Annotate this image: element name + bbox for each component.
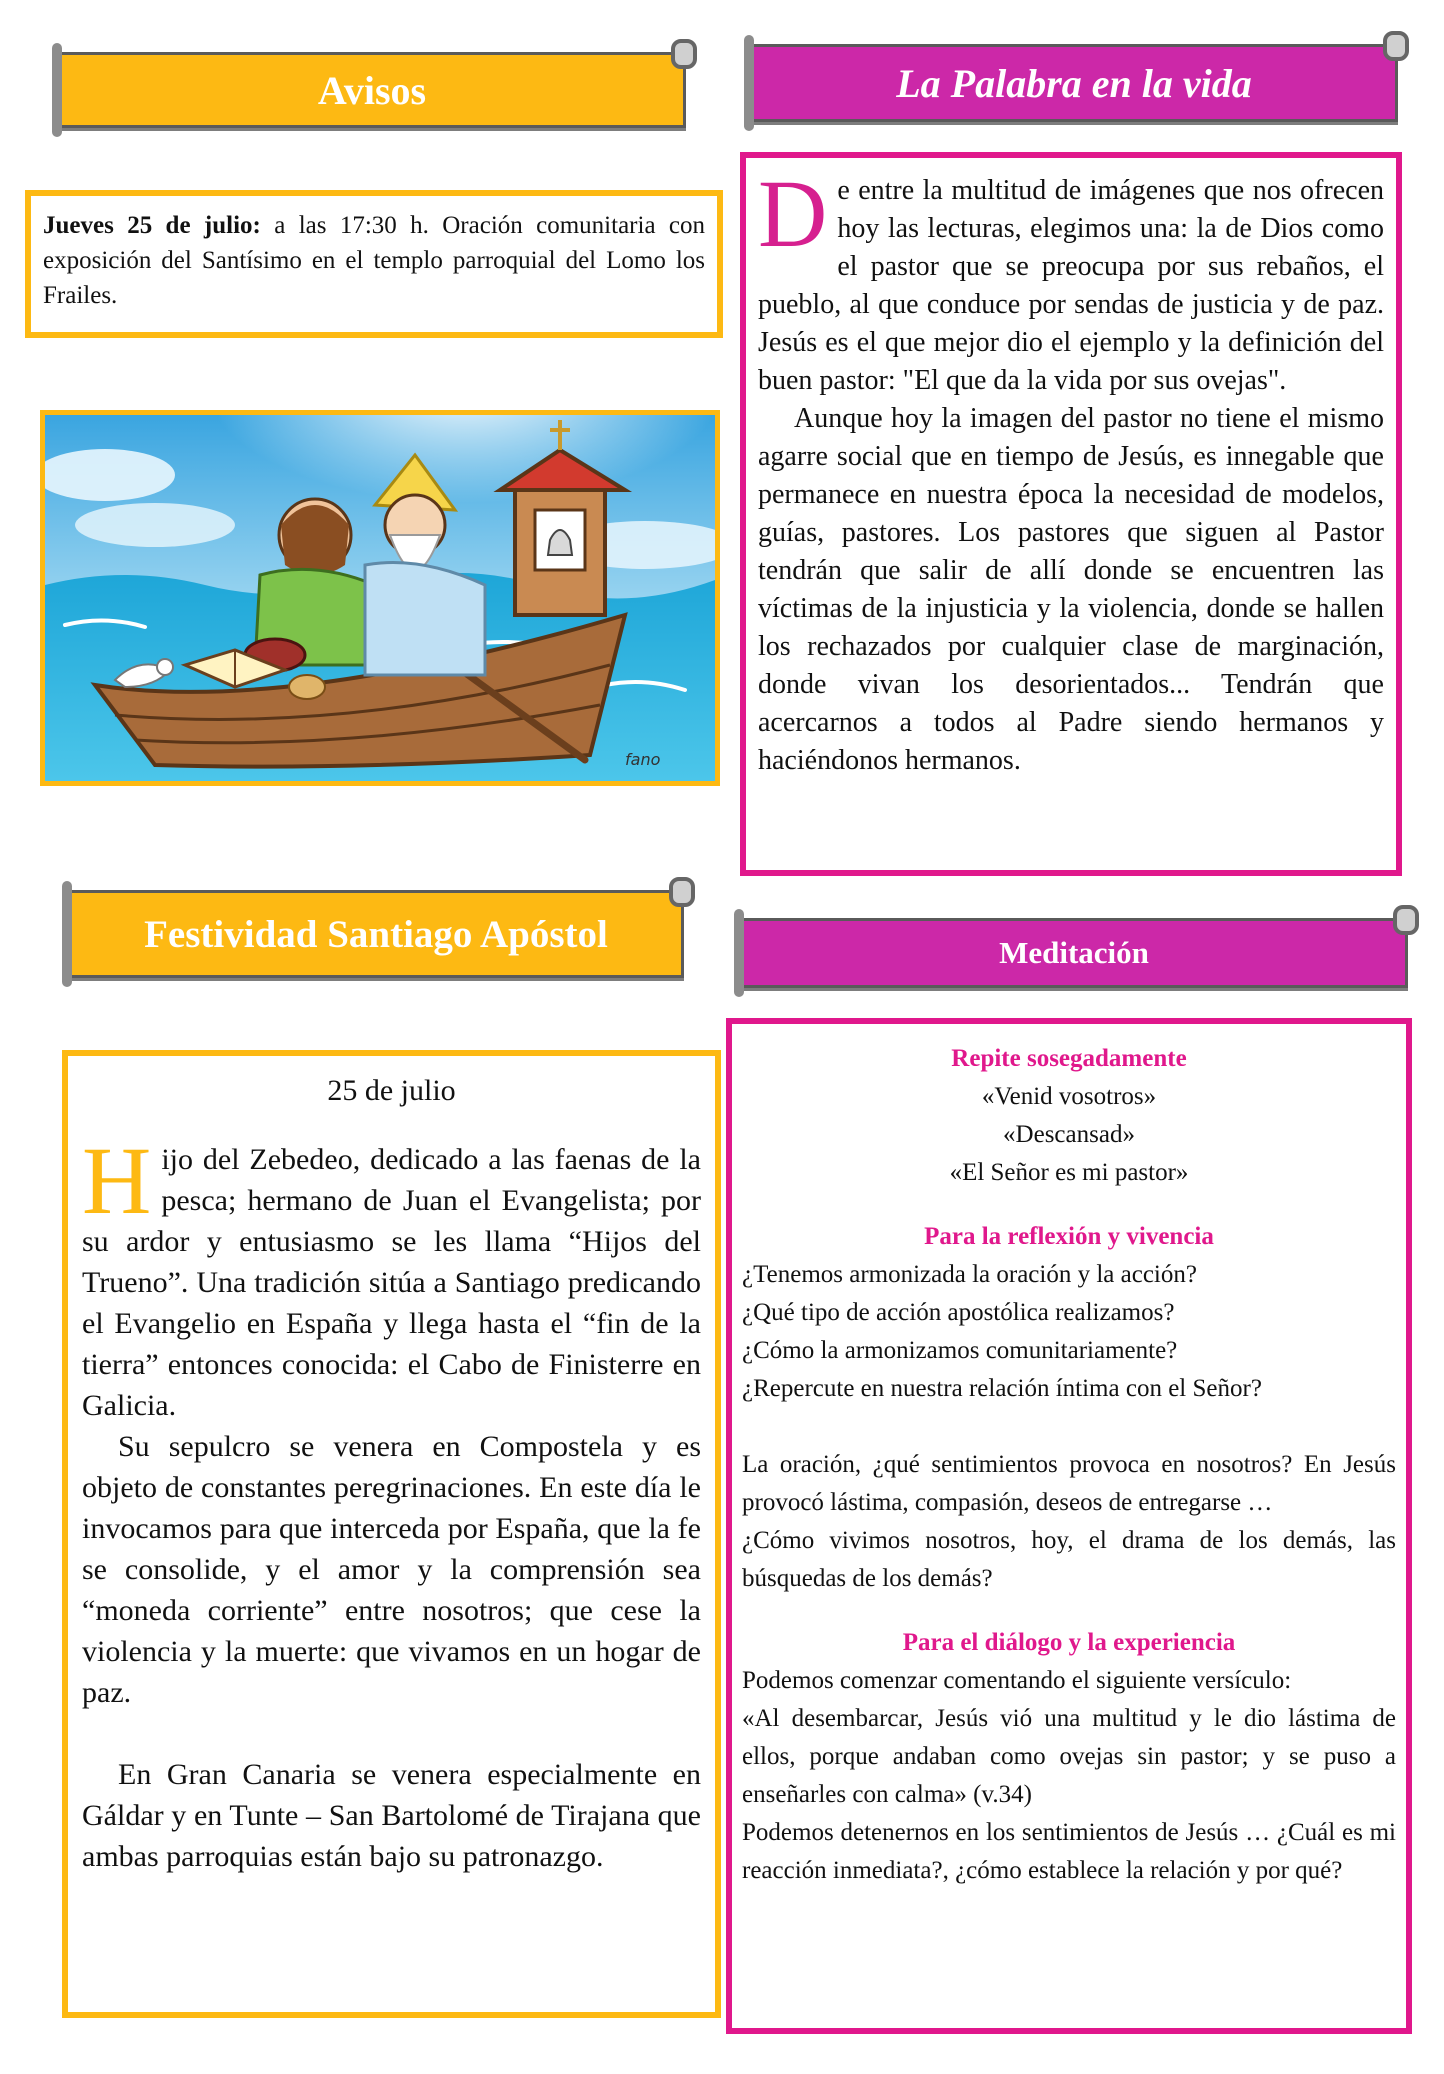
meditacion-line: «El Señor es mi pastor» — [949, 1159, 1189, 1186]
meditacion-question: ¿Tenemos armonizada la oración y la acción? — [742, 1261, 1197, 1288]
palabra-paragraph-2: Aunque hoy la imagen del pastor no tiene el mismo agarre social que en tiempo de Jesús, es innegable que permanece en nuestra época la necesidad de modelos, guías, pastores. Los pastores que siguen al Pastor tendrán que salir de allí donde se encuentren las víctimas de la injusticia y la violencia, donde se hallen los rechazados por cualquier clase de marginación, donde vivan los desorientados... Tendrán que acercarnos a todos al Padre siendo hermanos y haciéndonos hermanos. — [758, 403, 1384, 776]
scroll-curl — [671, 39, 697, 69]
palabra-box — [740, 152, 1402, 876]
meditacion-question: ¿Cómo la armonizamos comunitariamente? — [742, 1337, 1178, 1364]
palabra-title: La Palabra en la vida — [896, 60, 1252, 106]
scroll-curl — [669, 877, 695, 907]
meditacion-dialog: Podemos comenzar comentando el siguiente versículo: — [742, 1667, 1292, 1694]
santiago-box — [62, 1050, 721, 2018]
meditacion-question: ¿Qué tipo de acción apostólica realizamos? — [742, 1299, 1175, 1326]
palabra-paragraph-1: De entre la multitud de imágenes que nos ofrecen hoy las lecturas, elegimos una: la de Dios como el pastor que se preocupa por sus rebaños, el pueblo, al que conduce por sendas de justicia y de paz. Jesús es el que mejor dio el ejemplo y la definición del buen pastor: "El que da la vida por sus ovejas". — [758, 160, 1384, 396]
scroll-curl — [1393, 905, 1419, 935]
meditacion-dialog: Podemos detenernos en los sentimientos de Jesús … ¿Cuál es mi reacción inmediata?, ¿cómo establece la relación y por qué? — [742, 1819, 1396, 1884]
santiago-banner — [68, 890, 684, 978]
scroll-spine — [744, 35, 754, 131]
meditacion-heading-2: Para la reflexión y vivencia — [924, 1223, 1214, 1250]
santiago-paragraph-2: Su sepulcro se venera en Compostela y es objeto de constantes peregrinaciones. En este día le invocamos para que interceda por España, que la fe se consolide, y el amor y la comprensión sea “moneda corriente” entre nosotros; que cese la violencia y la muerte: que vivamos en un hogar de paz. — [82, 1430, 701, 1709]
avisos-banner — [58, 52, 686, 128]
scroll-curl — [1383, 31, 1409, 61]
avisos-title: Avisos — [317, 67, 427, 113]
palabra-banner — [750, 44, 1398, 122]
avisos-box — [25, 190, 723, 338]
meditacion-dialog: «Al desembarcar, Jesús vió una multitud y le dio lástima de ellos, porque andaban como ovejas sin pastor; y se puso a enseñarles con calma» (v.34) — [742, 1705, 1396, 1808]
meditacion-question: ¿Repercute en nuestra relación íntima con el Señor? — [742, 1375, 1262, 1402]
meditacion-box — [726, 1018, 1412, 2034]
meditacion-heading-1: Repite sosegadamente — [951, 1045, 1187, 1072]
avisos-date: Jueves 25 de julio: — [43, 212, 261, 239]
boat-illustration-svg — [45, 415, 715, 781]
santiago-title: Festividad Santiago Apóstol — [144, 912, 608, 956]
santiago-paragraph-3: En Gran Canaria se venera especialmente en Gáldar y en Tunte – San Bartolomé de Tirajana que ambas parroquias están bajo su patronazgo. — [82, 1758, 701, 1873]
meditacion-title: Meditación — [999, 935, 1149, 970]
meditacion-heading-3: Para el diálogo y la experiencia — [902, 1629, 1236, 1656]
meditacion-line: «Venid vosotros» — [981, 1083, 1157, 1110]
illustration-signature: fano — [625, 750, 661, 769]
avisos-text: Jueves 25 de julio: a las 17:30 h. Oración comunitaria con exposición del Santísimo en el templo parroquial del Lomo los Frailes. — [43, 212, 705, 309]
scroll-spine — [52, 43, 62, 137]
scroll-spine — [62, 881, 72, 987]
santiago-paragraph-1: Hijo del Zebedeo, dedicado a las faenas de la pesca; hermano de Juan el Evangelista; por su ardor y entusiasmo se les llama “Hijos del Trueno”. Una tradición sitúa a Santiago predicando el Evangelio en España y llega hasta el “fin de la tierra” entonces conocida: el Cabo de Finisterre en Galicia. — [82, 1127, 701, 1422]
scroll-spine — [734, 909, 744, 997]
boat-illustration — [40, 410, 720, 786]
santiago-date: 25 de julio — [327, 1074, 456, 1107]
santiago-dropcap: H — [82, 1127, 152, 1234]
meditacion-banner — [740, 918, 1408, 988]
meditacion-line: «Descansad» — [1003, 1121, 1135, 1148]
meditacion-question: La oración, ¿qué sentimientos provoca en nosotros? En Jesús provocó lástima, compasión, deseos de entregarse … — [742, 1451, 1396, 1516]
palabra-dropcap: D — [758, 160, 828, 267]
meditacion-question: ¿Cómo vivimos nosotros, hoy, el drama de los demás, las búsquedas de los demás? — [742, 1527, 1396, 1592]
